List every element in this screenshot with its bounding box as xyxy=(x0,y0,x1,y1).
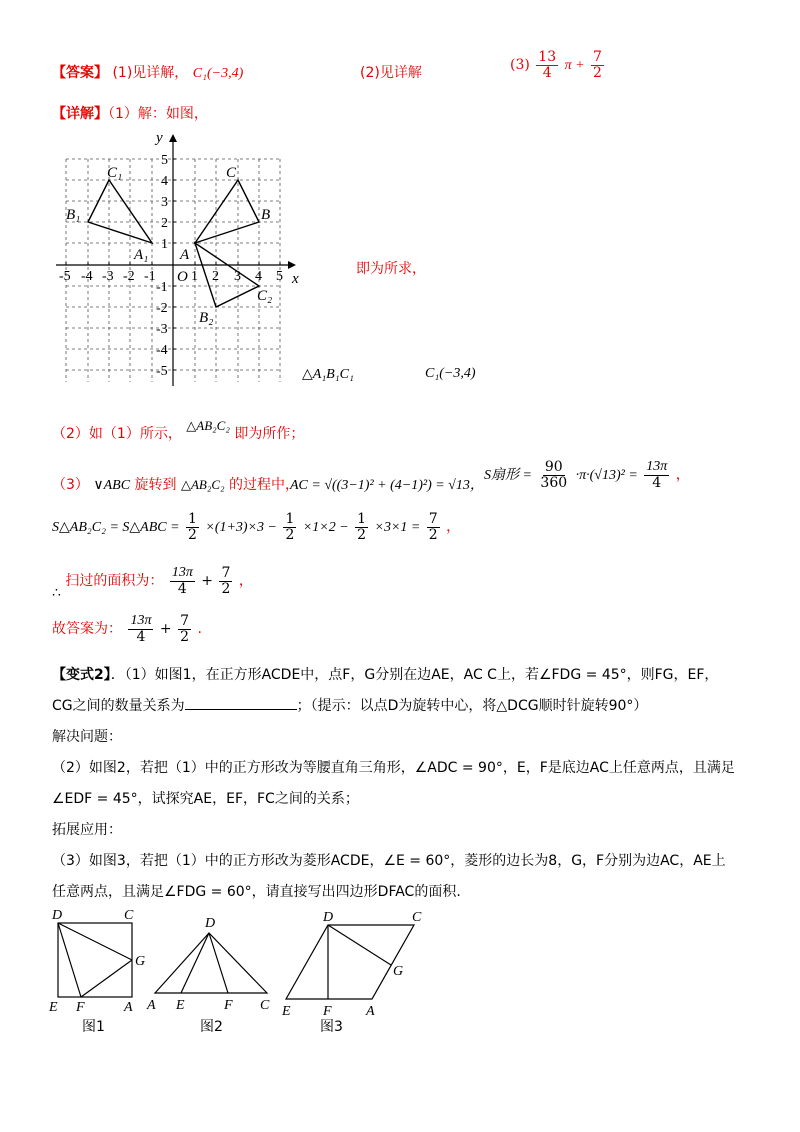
area-comma: ， xyxy=(446,519,461,536)
point-b2-label: B₂ xyxy=(199,310,214,326)
swept-label: 扫过的面积为： xyxy=(65,573,164,590)
swept-den2: 2 xyxy=(221,580,231,597)
y-tick-m5: -5 xyxy=(156,364,168,379)
answer-part1-label: (1)见详解， xyxy=(112,65,189,81)
sector-comma: ， xyxy=(675,467,690,484)
area-term1: ×(1+3)×3 − xyxy=(205,520,277,536)
extend-heading: 拓展应用： xyxy=(52,822,122,838)
figure-caption: 即为所求， xyxy=(356,261,426,277)
swept-area-line xyxy=(52,565,253,602)
variant-title: 【变式2】 xyxy=(52,667,111,683)
part3-post: 的过程中， xyxy=(229,477,300,493)
final-period: . xyxy=(197,621,202,638)
final-num2: 7 xyxy=(180,613,190,629)
fig2-label-d: D xyxy=(205,916,216,931)
x-tick-m5: -5 xyxy=(59,269,71,284)
point-a1-label: A₁ xyxy=(134,247,149,263)
final-plus: + xyxy=(159,621,172,638)
variant-q3-line2: 任意两点，且满足∠FDG = 60°，请直接写出四边形DFAC的面积. xyxy=(52,884,461,900)
sector-num2: 13π xyxy=(646,459,668,474)
y-tick-3: 3 xyxy=(161,195,168,210)
part3-line xyxy=(52,474,299,494)
triangle-ab2c2 xyxy=(195,243,259,307)
x-tick-4: 4 xyxy=(255,269,262,284)
final-num1: 13π xyxy=(130,613,152,628)
point-c-label: C xyxy=(226,165,237,181)
part3-triangle-ab2c2: △AB₂C₂ xyxy=(180,477,225,492)
fig1-label-d: D xyxy=(52,908,63,923)
point-c2-label: C₂ xyxy=(257,288,273,304)
area-term3: ×3×1 = xyxy=(374,520,421,536)
x-tick-5: 5 xyxy=(276,269,283,284)
therefore-symbol: ∴ xyxy=(52,585,61,602)
fig1-line-dg xyxy=(58,923,132,960)
fig1-label-e: E xyxy=(49,1000,58,1015)
fig3-line-dg xyxy=(328,925,391,965)
x-tick-2: 2 xyxy=(212,269,219,284)
fig2-label-c: C xyxy=(260,998,270,1013)
fig3-rhombus xyxy=(286,925,414,999)
answer-part3-pi: π + xyxy=(564,58,585,74)
point-b1-label: B₁ xyxy=(66,207,81,223)
fig3-caption: 图3 xyxy=(320,1019,343,1035)
point-a-label: A xyxy=(180,247,190,263)
coordinate-graph xyxy=(50,128,310,390)
figure-3 xyxy=(278,905,438,1035)
ac-equation: AC = √((3−1)² + (4−1)²) = √13， xyxy=(290,478,484,493)
fig3-label-g: G xyxy=(393,964,404,979)
area-half1-num: 1 xyxy=(188,511,197,527)
fig1-label-f: F xyxy=(76,1000,85,1015)
answer-part1-point: C₁(−3,4) xyxy=(192,66,244,81)
part3-triangle-abc: ∨ABC xyxy=(93,478,131,493)
part2-triangle: △AB₂C₂ xyxy=(186,418,230,433)
sector-area xyxy=(484,460,690,490)
sector-den1: 360 xyxy=(540,474,568,491)
variant-q2-line1: （2）如图2，若把（1）中的正方形改为等腰直角三角形，∠ADC = 90°，E，F是底边AC上任意两点，且满足 xyxy=(52,760,735,776)
swept-den1: 4 xyxy=(177,580,187,597)
solve-heading: 解决问题： xyxy=(52,729,122,745)
y-tick-4: 4 xyxy=(161,174,168,189)
y-axis-arrow xyxy=(169,134,177,142)
x-axis-label: x xyxy=(292,271,299,287)
detail-part1-intro: （1）解：如图， xyxy=(108,106,208,122)
point-c1-coords: C₁(−3,4) xyxy=(425,366,476,381)
answer-line xyxy=(52,62,243,82)
area-half1-den: 2 xyxy=(188,526,197,543)
sector-den2: 4 xyxy=(652,474,662,491)
point-c1-label: C₁ xyxy=(107,165,123,181)
detail-tag: 【详解】 xyxy=(52,106,108,122)
swept-plus: + xyxy=(201,573,214,590)
y-tick-1: 1 xyxy=(161,237,168,252)
x-axis-arrow xyxy=(288,261,296,269)
answer-part2: (2)见详解 xyxy=(360,65,422,81)
x-tick-m4: -4 xyxy=(81,269,93,284)
x-tick-m3: -3 xyxy=(102,269,114,284)
area-half2-num: 1 xyxy=(285,511,295,527)
triangle-abc xyxy=(195,180,259,243)
variant-q1-text2-pre: CG之间的数量关系为 xyxy=(52,698,185,714)
x-tick-3: 3 xyxy=(234,269,241,284)
sector-num1: 90 xyxy=(544,459,563,475)
final-den1: 4 xyxy=(136,628,146,645)
fig1-line-fg xyxy=(81,960,132,997)
variant-q1-text2-post: ；（提示：以点D为旋转中心，将△DCG顺时针旋转90°） xyxy=(296,698,648,714)
fig3-label-a: A xyxy=(366,1004,375,1019)
final-den2: 2 xyxy=(180,628,190,645)
fig3-label-f: F xyxy=(323,1004,332,1019)
y-axis-label: y xyxy=(156,130,163,146)
fig2-triangle xyxy=(155,933,267,993)
triangle-a1b1c1-label: △A₁B₁C₁ xyxy=(302,367,354,382)
detail-intro xyxy=(52,103,208,123)
fig3-label-e: E xyxy=(282,1004,291,1019)
answer-part3-den2: 2 xyxy=(593,64,602,81)
sector-mid: ·π·(√13)² = xyxy=(575,468,638,484)
answer-blank[interactable] xyxy=(185,695,297,710)
fig1-label-c: C xyxy=(124,908,134,923)
answer-part3-den1: 4 xyxy=(542,64,552,81)
part3-pre: （3） xyxy=(52,477,89,493)
part3-mid: 旋转到 xyxy=(134,477,177,493)
variant-q1-line1 xyxy=(52,664,718,684)
x-tick-1: 1 xyxy=(191,269,198,284)
fig3-label-c: C xyxy=(412,910,422,925)
sector-label: S扇形 = xyxy=(484,468,532,484)
origin-label: O xyxy=(177,269,188,285)
area-half3-den: 2 xyxy=(357,526,367,543)
final-label: 故答案为： xyxy=(52,621,122,638)
variant-q1-line2 xyxy=(52,695,647,715)
triangle-a1b1c1 xyxy=(88,180,152,243)
answer-part3-num1: 13 xyxy=(538,49,557,65)
y-tick-m1: -1 xyxy=(156,280,168,295)
variant-q3-line1: （3）如图3，若把（1）中的正方形改为菱形ACDE，∠E = 60°，菱形的边长为8，G，F分别为边AC，AE上 xyxy=(52,853,726,869)
final-answer-line xyxy=(52,614,202,644)
x-tick-m1: -1 xyxy=(144,269,156,284)
fig1-caption: 图1 xyxy=(82,1019,105,1035)
answer-part3-label: (3) xyxy=(510,57,530,74)
y-tick-m4: -4 xyxy=(156,343,168,358)
fig2-caption: 图2 xyxy=(200,1019,223,1035)
fig2-label-a: A xyxy=(147,998,156,1013)
fig1-label-a: A xyxy=(124,1000,133,1015)
swept-comma: ， xyxy=(238,573,253,590)
figure-2 xyxy=(145,905,285,1035)
fig1-line-df xyxy=(58,923,81,997)
fig2-label-e: E xyxy=(176,998,185,1013)
swept-num1: 13π xyxy=(171,565,193,580)
answer-tag: 【答案】 xyxy=(52,65,108,81)
variant-q2-line2: ∠EDF = 45°，试探究AE，EF，FC之间的关系； xyxy=(52,791,359,807)
y-tick-m3: -3 xyxy=(156,322,168,337)
y-tick-2: 2 xyxy=(161,216,168,231)
x-tick-m2: -2 xyxy=(123,269,135,284)
variant-q1-text1: ．（1）如图1，在正方形ACDE中，点F，G分别在边AE，AC C上，若∠FDG = 45°，则FG，EF， xyxy=(110,667,719,683)
area-half3-num: 1 xyxy=(357,511,367,527)
area-lhs: S△AB₂C₂ = S△ABC = xyxy=(52,520,180,536)
area-half2-den: 2 xyxy=(285,526,295,543)
area-result-num: 7 xyxy=(428,511,438,527)
y-tick-m2: -2 xyxy=(156,301,168,316)
area-equation xyxy=(52,512,460,542)
answer-part3 xyxy=(510,50,606,80)
fig3-label-d: D xyxy=(323,910,334,925)
area-term2: ×1×2 − xyxy=(302,520,349,536)
area-result-den: 2 xyxy=(428,526,438,543)
fig2-line-de xyxy=(181,933,209,993)
fig2-label-f: F xyxy=(224,998,233,1013)
part2-post: 即为所作； xyxy=(234,426,305,442)
fig1-label-g: G xyxy=(135,954,146,969)
y-tick-5: 5 xyxy=(161,153,168,168)
point-b-label: B xyxy=(261,207,271,223)
swept-num2: 7 xyxy=(221,565,231,581)
answer-part3-num2: 7 xyxy=(593,49,602,65)
part2-line xyxy=(52,418,305,443)
figure-1 xyxy=(44,905,156,1035)
part2-pre: （2）如（1）所示， xyxy=(52,426,182,442)
